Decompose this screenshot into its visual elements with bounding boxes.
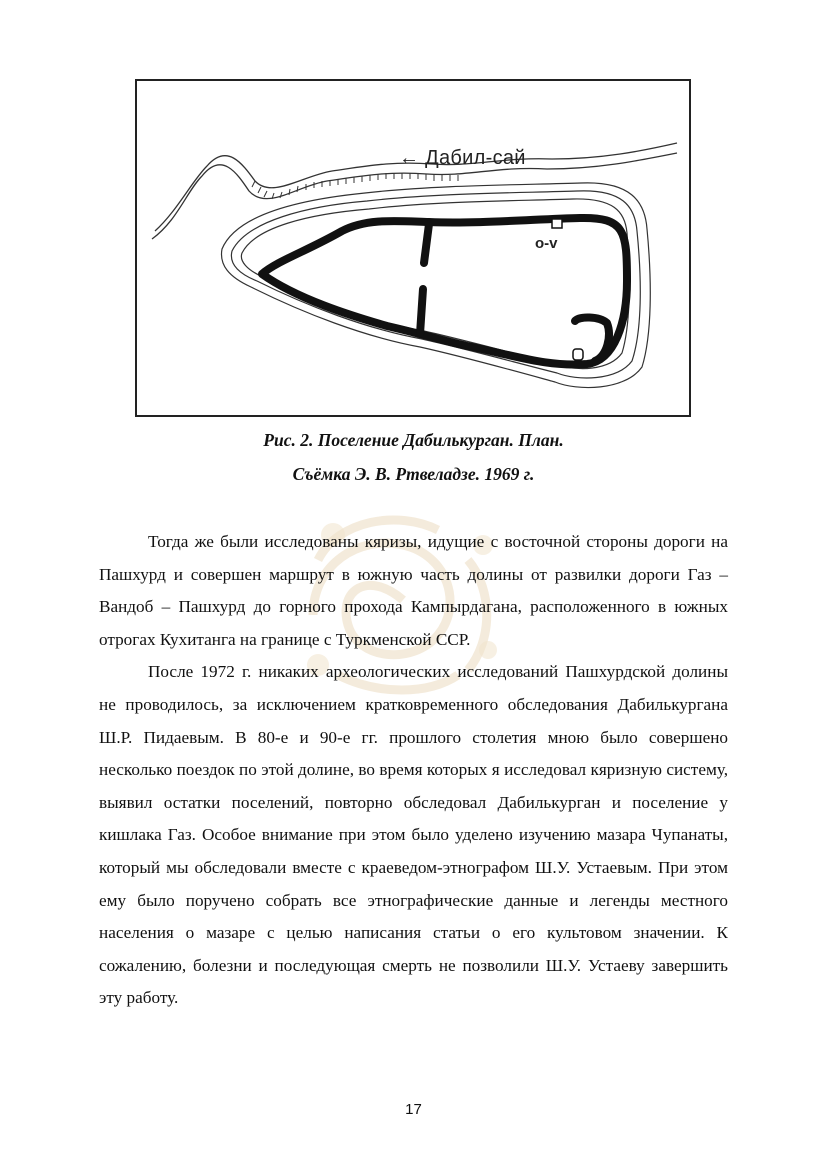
marker-square bbox=[552, 219, 562, 228]
site-plan-figure bbox=[135, 79, 691, 417]
site-plan-drawing bbox=[137, 81, 693, 419]
body-text bbox=[99, 526, 728, 1015]
paragraph-1: Тогда же были исследованы кяризы, идущие с восточной стороны дороги на Пашхурд и совершен маршрут в южную часть долины от развилки дороги Газ – Вандоб – Пашхурд до горного прохода Кампырдагана, расположенного в южных отрогах Кухитанга на границе с Туркменской ССР. bbox=[99, 532, 728, 649]
figure-caption-title: Рис. 2. Поселение Дабилькурган. План. bbox=[263, 430, 564, 450]
river-label: ← Дабил-сай bbox=[399, 147, 526, 169]
corner-tower bbox=[573, 349, 583, 360]
marker-label: о-v bbox=[535, 235, 558, 252]
figure-caption-credit: Съёмка Э. В. Ртвеладзе. 1969 г. bbox=[292, 464, 535, 484]
page-number: 17 bbox=[405, 1101, 422, 1118]
paragraph-2: После 1972 г. никаких археологических исследований Пашхурдской долины не проводилось, за исключением кратковременного обследования Дабилькургана Ш.Р. Пидаевым. В 80-е и 90-е гг. прошлого столетия мною было совершено несколько поездок по этой долине, во время которых я исследовал кяризную систему, выявил остатки поселений, повторно обследовал Дабилькурган и поселение у кишлака Газ. Особое внимание при этом было уделено изучению мазара Чупанаты, который мы обследовали вместе с краеведом-этнографом Ш.У. Устаевым. При этом ему было поручено собрать все этнографические данные и легенды местного населения о мазаре с целью написания статьи о его культовом значении. К сожалению, болезни и последующая смерть не позволили Ш.У. Устаеву завершить эту работу. bbox=[99, 662, 728, 1008]
